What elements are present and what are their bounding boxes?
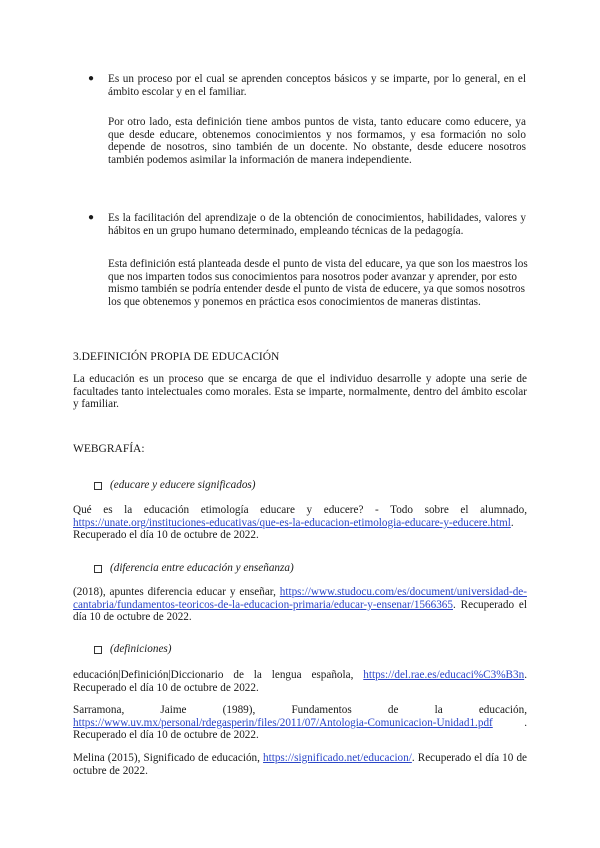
reference-text: Sarramona, Jaime (1989), Fundamentos de la educación,: [73, 704, 527, 716]
section-body: La educación es un proceso que se encarga de que el individuo desarrolle y adopte una serie de facultades tanto intelectuales como morales. Esta se imparte, normalmente, dentro del ámbito escolar y familiar.: [73, 373, 527, 411]
reference-group-label: (definiciones): [110, 643, 172, 655]
reference-group-label: (diferencia entre educación y enseñanza): [110, 562, 294, 574]
reference-retrieved: . Recuperado el día 10 de octubre de 2022.: [73, 669, 527, 694]
bullet-marker: ●: [88, 212, 95, 223]
reference-retrieved: . Recuperado el día 10 de octubre de 2022.: [73, 716, 527, 742]
reference-retrieved: . Recuperado el día 10 de octubre de 2022.: [73, 752, 527, 777]
list-item-2-text: Es la facilitación del aprendizaje o de la obtención de conocimientos, habilidades, valores y hábitos en un grupo humano determinado, empleando técnicas de la pedagogía.: [108, 212, 526, 237]
reference-retrieved: . Recuperado el día 10 de octubre de 2022.: [73, 598, 527, 624]
checkbox-icon: [94, 482, 102, 490]
reference-link[interactable]: https://significado.net/educacion/: [263, 752, 412, 764]
reference-entry: [73, 586, 527, 624]
reference-text: educación|Definición|Diccionario de la lengua española,: [73, 669, 364, 681]
checkbox-icon: [94, 646, 102, 654]
list-item-1-note: Por otro lado, esta definición tiene ambos puntos de vista, tanto educare como educere, ya que desde educare, obtenemos conocimientos y nos formamos, y esa formación no solo depende de nosotros, sino también de un docente. No obstante, desde educere nosotros también podemos asimilar la información de manera independiente.: [108, 116, 526, 166]
reference-group-label: (educare y educere significados): [110, 479, 256, 491]
reference-link[interactable]: https://unate.org/instituciones-educativas/que-es-la-educacion-etimologia-educare-y-educere.html: [73, 516, 511, 529]
reference-text: Melina (2015), Significado de educación,: [73, 752, 264, 764]
reference-retrieved: . Recuperado el día 10 de octubre de 2022.: [73, 516, 514, 542]
reference-link[interactable]: https://www.uv.mx/personal/rdegasperin/files/2011/07/Antologia-Comunicacion-Unidad1.pdf: [73, 716, 493, 729]
checkbox-icon: [94, 565, 102, 573]
reference-group-heading: [94, 479, 256, 492]
list-item-2-note: Esta definición está planteada desde el punto de vista del educare, ya que son los maestros los que nos imparten todos sus conocimientos para nosotros poder avanzar y aprender, por esto mismo también se podría entender desde el punto de vista de educere, ya que somos nosotros los que obtenemos y ponemos en práctica esos conocimientos de maneras distintas.: [108, 258, 528, 308]
reference-group-heading: [94, 562, 294, 575]
reference-text: Qué es la educación etimología educare y educere? - Todo sobre el alumnado,: [73, 504, 527, 516]
reference-entry: [73, 669, 527, 694]
reference-entry: [73, 752, 527, 777]
section-heading: 3.DEFINICIÓN PROPIA DE EDUCACIÓN: [73, 351, 280, 363]
webgrafia-heading: WEBGRAFÍA:: [73, 443, 145, 455]
reference-link[interactable]: https://www.studocu.com/es/document/universidad-de-cantabria/fundamentos-teoricos-de-la-educacion-primaria/educar-y-ensenar/1566365: [73, 586, 527, 611]
reference-link[interactable]: https://del.rae.es/educaci%C3%B3n: [363, 669, 525, 681]
list-item-1-text: Es un proceso por el cual se aprenden conceptos básicos y se imparte, por lo general, en el ámbito escolar y en el familiar.: [108, 73, 526, 98]
reference-entry: [73, 704, 527, 742]
reference-entry: [73, 504, 527, 542]
bullet-marker: ●: [88, 73, 95, 84]
reference-group-heading: [94, 643, 172, 656]
reference-text: (2018), apuntes diferencia educar y enseñar,: [73, 586, 280, 598]
